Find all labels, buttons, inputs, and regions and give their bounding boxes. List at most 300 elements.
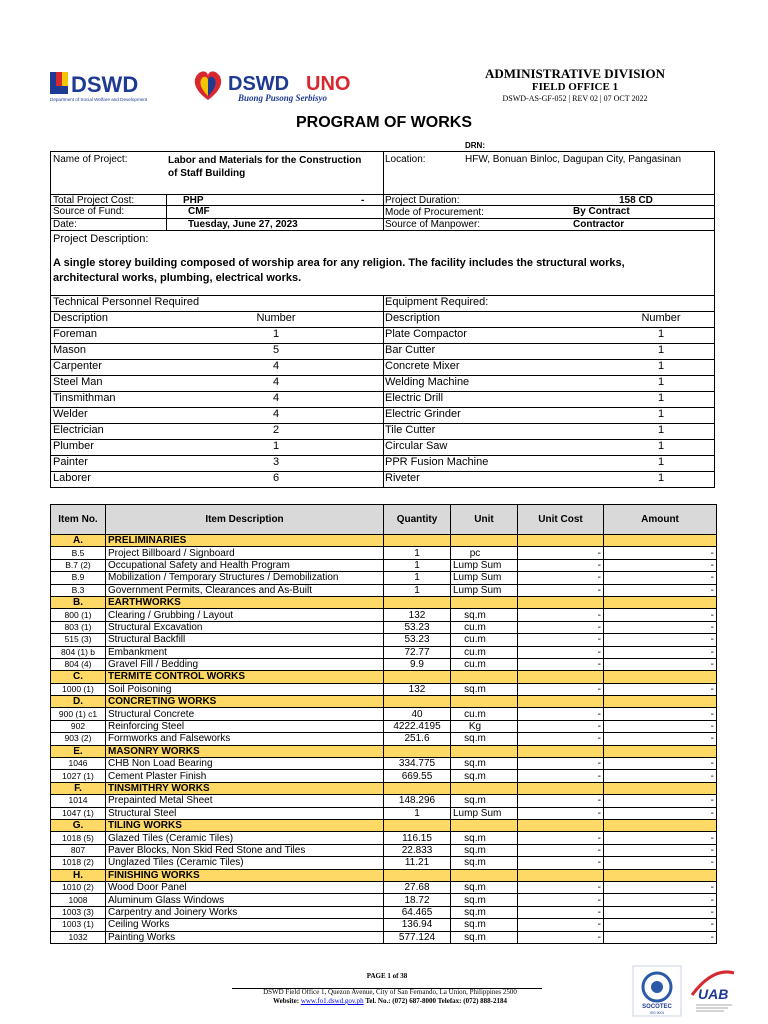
amount-cell: - [604,931,717,943]
item-description-cell: Paver Blocks, Non Skid Red Stone and Tiles [106,844,384,856]
quantity-cell: 669.55 [384,770,451,782]
table-row [51,795,717,807]
item-no-cell: 1047 (1) [51,807,106,819]
item-description-cell: Painting Works [106,931,384,943]
table-row [51,919,717,931]
amount-cell: - [604,720,717,732]
unit-cell: pc [451,547,518,559]
item-description-cell: Clearing / Grubbing / Layout [106,609,384,621]
unit-cost-cell: - [518,683,604,695]
svg-text:Buong Pusong Serbisyo: Buong Pusong Serbisyo [238,93,328,103]
quantity-cell: 1 [384,807,451,819]
unit-cost-cell [518,782,604,794]
amount-cell: - [604,708,717,720]
quantity-cell: 577.124 [384,931,451,943]
section-row [51,671,717,683]
resource-row [51,455,714,471]
personnel-col-description: Description [53,312,109,324]
manpower-label: Source of Manpower: [385,219,481,230]
unit-cost-cell: - [518,906,604,918]
unit-cell: Lump Sum [451,572,518,584]
field-office: FIELD OFFICE 1 [531,81,619,93]
table-row [51,733,717,745]
amount-cell: - [604,621,717,633]
quantity-cell: 40 [384,708,451,720]
resource-row [51,327,714,343]
description-label: Project Description: [53,233,149,245]
item-no-cell: 900 (1) c1 [51,708,106,720]
quantity-cell: 27.68 [384,881,451,893]
item-no-cell: G. [51,819,106,831]
table-row [51,857,717,869]
total-cost-label: Total Project Cost: [53,195,135,206]
col-item-description: Item Description [106,505,384,535]
section-row [51,819,717,831]
table-row [51,758,717,770]
item-no-cell: 1014 [51,795,106,807]
resource-row [51,471,714,487]
amount-cell: - [604,844,717,856]
col-amount: Amount [604,505,717,535]
item-no-cell: B.5 [51,547,106,559]
equipment-description: Electric Grinder [385,408,461,420]
unit-cell [451,819,518,831]
unit-cell: cu.m [451,708,518,720]
equipment-col-description: Description [385,312,441,324]
quantity-cell: 334.775 [384,758,451,770]
unit-cost-cell [518,819,604,831]
cost-currency: PHP [183,195,204,206]
equipment-description: Plate Compactor [385,328,467,340]
amount-cell: - [604,881,717,893]
amount-cell: - [604,906,717,918]
item-description-cell: Carpentry and Joinery Works [106,906,384,918]
location-value: HFW, Bonuan Binloc, Dagupan City, Pangasinan [465,154,682,165]
resource-row [51,423,714,439]
unit-cell: Lump Sum [451,559,518,571]
personnel-col-number: Number [256,312,296,324]
item-no-cell: 807 [51,844,106,856]
table-row [51,720,717,732]
personnel-number: 4 [272,360,280,372]
item-description-cell: Aluminum Glass Windows [106,894,384,906]
item-description-cell: Embankment [106,646,384,658]
table-row [51,683,717,695]
unit-cell [451,696,518,708]
unit-cell: sq.m [451,906,518,918]
item-description-cell: Reinforcing Steel [106,720,384,732]
item-no-cell: F. [51,782,106,794]
item-description-cell: Structural Concrete [106,708,384,720]
unit-cell: Kg [451,720,518,732]
item-no-cell: B. [51,596,106,608]
item-no-cell: D. [51,696,106,708]
resource-row [51,375,714,391]
item-description-cell: Unglazed Tiles (Ceramic Tiles) [106,857,384,869]
quantity-cell: 9.9 [384,658,451,670]
website-link[interactable]: www.fo1.dswd.gov.ph [300,997,364,1005]
unit-cost-cell: - [518,708,604,720]
amount-cell [604,696,717,708]
resource-row [51,439,714,455]
unit-cell [451,869,518,881]
document-code: DSWD-AS-GF-052 | REV 02 | 07 OCT 2022 [502,94,648,103]
item-description-cell: Formworks and Falseworks [106,733,384,745]
amount-cell [604,596,717,608]
unit-cost-cell [518,671,604,683]
personnel-number: 4 [272,376,280,388]
item-no-cell: 1018 (5) [51,832,106,844]
table-row [51,658,717,670]
project-name-value-1: Labor and Materials for the Construction [168,155,362,166]
location-label: Location: [385,154,426,165]
unit-cost-cell [518,869,604,881]
unit-cost-cell: - [518,919,604,931]
unit-cell [451,596,518,608]
item-no-cell: 1018 (2) [51,857,106,869]
amount-cell: - [604,609,717,621]
table-row [51,770,717,782]
amount-cell: - [604,584,717,596]
unit-cell: sq.m [451,770,518,782]
equipment-number: 1 [657,472,665,484]
quantity-cell: 1 [384,547,451,559]
item-description-cell: Structural Steel [106,807,384,819]
personnel-description: Carpenter [53,360,102,372]
item-description-cell: MASONRY WORKS [106,745,384,757]
item-no-cell: 903 (2) [51,733,106,745]
unit-cost-cell: - [518,609,604,621]
table-row [51,807,717,819]
date-label: Date: [53,219,77,230]
amount-cell: - [604,634,717,646]
personnel-number: 3 [272,456,280,468]
telephone: Tel. No.: (072) 687-8000 Telefax: (072) 888-2184 [365,997,507,1005]
personnel-number: 2 [272,424,280,436]
unit-cell: cu.m [451,634,518,646]
table-row [51,584,717,596]
unit-cost-cell [518,745,604,757]
amount-cell: - [604,572,717,584]
equipment-description: PPR Fusion Machine [385,456,489,468]
table-row [51,832,717,844]
quantity-cell: 251.6 [384,733,451,745]
quantity-cell: 4222.4195 [384,720,451,732]
amount-cell: - [604,795,717,807]
item-no-cell: 803 (1) [51,621,106,633]
unit-cell: sq.m [451,609,518,621]
quantity-cell: 72.77 [384,646,451,658]
unit-cost-cell: - [518,894,604,906]
unit-cell: cu.m [451,646,518,658]
quantity-cell: 1 [384,559,451,571]
personnel-number: 6 [272,472,280,484]
quantity-cell: 22.833 [384,844,451,856]
unit-cost-cell: - [518,758,604,770]
item-description-cell: Mobilization / Temporary Structures / Demobilization [106,572,384,584]
unit-cell: sq.m [451,733,518,745]
equipment-description: Circular Saw [385,440,448,452]
item-description-cell: Wood Door Panel [106,881,384,893]
amount-cell [604,535,717,547]
col-quantity: Quantity [384,505,451,535]
personnel-description: Welder [53,408,88,420]
svg-text:ISO 9001: ISO 9001 [649,1011,665,1015]
equipment-col-number: Number [641,312,681,324]
amount-cell: - [604,807,717,819]
personnel-description: Laborer [53,472,91,484]
unit-cell: sq.m [451,931,518,943]
personnel-description: Mason [53,344,87,356]
amount-cell [604,671,717,683]
item-no-cell: H. [51,869,106,881]
unit-cell: Lump Sum [451,584,518,596]
table-row [51,559,717,571]
unit-cell [451,745,518,757]
amount-cell: - [604,919,717,931]
unit-cost-cell: - [518,559,604,571]
table-row [51,646,717,658]
table-row [51,906,717,918]
unit-cell: sq.m [451,881,518,893]
equipment-number: 1 [657,376,665,388]
amount-cell: - [604,683,717,695]
amount-cell: - [604,770,717,782]
unit-cell: sq.m [451,758,518,770]
procurement-label: Mode of Procurement: [385,207,484,218]
item-no-cell: 515 (3) [51,634,106,646]
page-number: PAGE 1 of 38 [366,972,408,980]
unit-cost-cell [518,535,604,547]
personnel-description: Foreman [53,328,98,340]
equipment-number: 1 [657,392,665,404]
personnel-number: 5 [272,344,280,356]
bill-of-quantities-table [50,504,717,944]
section-row [51,696,717,708]
equipment-description: Bar Cutter [385,344,436,356]
unit-cost-cell [518,596,604,608]
page-title: PROGRAM OF WORKS [296,114,472,131]
item-description-cell: PRELIMINARIES [106,535,384,547]
item-description-cell: FINISHING WORKS [106,869,384,881]
unit-cell: sq.m [451,857,518,869]
unit-cost-cell: - [518,881,604,893]
unit-cost-cell: - [518,547,604,559]
personnel-number: 1 [272,328,280,340]
fund-value: CMF [188,206,210,217]
item-no-cell: 804 (1) b [51,646,106,658]
svg-text:DSWD: DSWD [228,73,290,95]
quantity-cell [384,671,451,683]
item-no-cell: 800 (1) [51,609,106,621]
fund-label: Source of Fund: [53,206,125,217]
unit-cost-cell: - [518,931,604,943]
item-no-cell: 1000 (1) [51,683,106,695]
equipment-number: 1 [657,424,665,436]
amount-cell: - [604,658,717,670]
footer-contact [200,997,580,1005]
item-description-cell: TERMITE CONTROL WORKS [106,671,384,683]
project-name-label: Name of Project: [53,154,128,165]
equipment-description: Concrete Mixer [385,360,460,372]
item-no-cell: A. [51,535,106,547]
unit-cell [451,535,518,547]
section-row [51,869,717,881]
amount-cell: - [604,646,717,658]
equipment-number: 1 [657,408,665,420]
table-row [51,931,717,943]
section-row [51,745,717,757]
section-row [51,782,717,794]
unit-cost-cell [518,696,604,708]
personnel-description: Painter [53,456,88,468]
equipment-description: Electric Drill [385,392,444,404]
svg-text:SOCOTEC: SOCOTEC [642,1004,672,1010]
item-description-cell: CHB Non Load Bearing [106,758,384,770]
item-no-cell: 902 [51,720,106,732]
resource-row [51,359,714,375]
table-row [51,708,717,720]
procurement-value: By Contract [573,206,630,217]
quantity-cell [384,819,451,831]
amount-cell: - [604,559,717,571]
equipment-description: Tile Cutter [385,424,436,436]
item-no-cell: 1027 (1) [51,770,106,782]
drn-label: DRN: [465,141,485,150]
item-description-cell: Government Permits, Clearances and As-Built [106,584,384,596]
equipment-description: Welding Machine [385,376,470,388]
quantity-cell: 136.94 [384,919,451,931]
socotec-certification-logo [632,965,682,1017]
unit-cost-cell: - [518,795,604,807]
quantity-cell: 18.72 [384,894,451,906]
item-no-cell: C. [51,671,106,683]
quantity-cell: 64.465 [384,906,451,918]
unit-cell: sq.m [451,844,518,856]
table-row [51,572,717,584]
equipment-number: 1 [657,440,665,452]
svg-text:UNO: UNO [306,73,351,95]
website-label: Website: [273,997,300,1005]
section-row [51,596,717,608]
resource-row [51,391,714,407]
unit-cost-cell: - [518,584,604,596]
personnel-number: 4 [272,392,280,404]
quantity-cell [384,535,451,547]
unit-cost-cell: - [518,621,604,633]
unit-cost-cell: - [518,844,604,856]
item-description-cell: Gravel Fill / Bedding [106,658,384,670]
item-description-cell: Glazed Tiles (Ceramic Tiles) [106,832,384,844]
personnel-number: 1 [272,440,280,452]
quantity-cell [384,596,451,608]
amount-cell [604,869,717,881]
resource-row [51,407,714,423]
amount-cell: - [604,547,717,559]
equipment-number: 1 [657,456,665,468]
unit-cell: sq.m [451,832,518,844]
cost-value: - [361,195,365,206]
project-name-value-2: of Staff Building [168,168,246,179]
personnel-description: Steel Man [53,376,103,388]
amount-cell: - [604,857,717,869]
item-description-cell: EARTHWORKS [106,596,384,608]
item-description-cell: Prepainted Metal Sheet [106,795,384,807]
unit-cost-cell: - [518,807,604,819]
amount-cell: - [604,894,717,906]
unit-cell: Lump Sum [451,807,518,819]
table-row [51,894,717,906]
unit-cost-cell: - [518,572,604,584]
resource-column-headers [51,311,714,327]
personnel-description: Plumber [53,440,94,452]
quantity-cell: 53.23 [384,634,451,646]
item-no-cell: 1010 (2) [51,881,106,893]
table-header-row [51,505,717,535]
duration-label: Project Duration: [385,195,460,206]
item-description-cell: Project Billboard / Signboard [106,547,384,559]
resource-row [51,343,714,359]
equipment-number: 1 [657,328,665,340]
quantity-cell: 11.21 [384,857,451,869]
item-no-cell: 1046 [51,758,106,770]
amount-cell: - [604,832,717,844]
item-no-cell: E. [51,745,106,757]
quantity-cell [384,782,451,794]
item-description-cell: Soil Poisoning [106,683,384,695]
unit-cell: sq.m [451,919,518,931]
item-description-cell: TINSMITHRY WORKS [106,782,384,794]
col-unit: Unit [451,505,518,535]
col-item-no: Item No. [51,505,106,535]
amount-cell: - [604,733,717,745]
svg-text:Department of Social Welfare a: Department of Social Welfare and Development [50,97,148,102]
item-no-cell: 1003 (3) [51,906,106,918]
project-description: A single storey building composed of worship area for any religion. The facility includes the structural works, architectural works, plumbing, electrical works. [53,257,625,284]
quantity-cell: 53.23 [384,621,451,633]
unit-cost-cell: - [518,832,604,844]
unit-cell: sq.m [451,683,518,695]
equipment-number: 1 [657,344,665,356]
unit-cell: sq.m [451,795,518,807]
item-description-cell: Structural Excavation [106,621,384,633]
svg-text:UAB: UAB [698,986,729,1002]
quantity-cell [384,745,451,757]
unit-cost-cell: - [518,634,604,646]
item-no-cell: 1008 [51,894,106,906]
unit-cell [451,782,518,794]
quantity-cell: 1 [384,572,451,584]
item-no-cell: 1003 (1) [51,919,106,931]
unit-cost-cell: - [518,646,604,658]
equipment-description: Riveter [385,472,420,484]
quantity-cell: 132 [384,683,451,695]
table-row [51,621,717,633]
item-description-cell: Ceiling Works [106,919,384,931]
col-unit-cost: Unit Cost [518,505,604,535]
unit-cost-cell: - [518,733,604,745]
personnel-heading: Technical Personnel Required [53,296,200,308]
quantity-cell: 148.296 [384,795,451,807]
table-row [51,844,717,856]
personnel-description: Tinsmithman [53,392,116,404]
footer-address: DSWD Field Office 1, Quezon Avenue, City of San Fernando, La Union, Philippines 2500 [263,988,517,996]
item-description-cell: Cement Plaster Finish [106,770,384,782]
quantity-cell [384,869,451,881]
item-no-cell: B.7 (2) [51,559,106,571]
manpower-value: Contractor [573,219,625,230]
project-info-box [50,151,715,488]
